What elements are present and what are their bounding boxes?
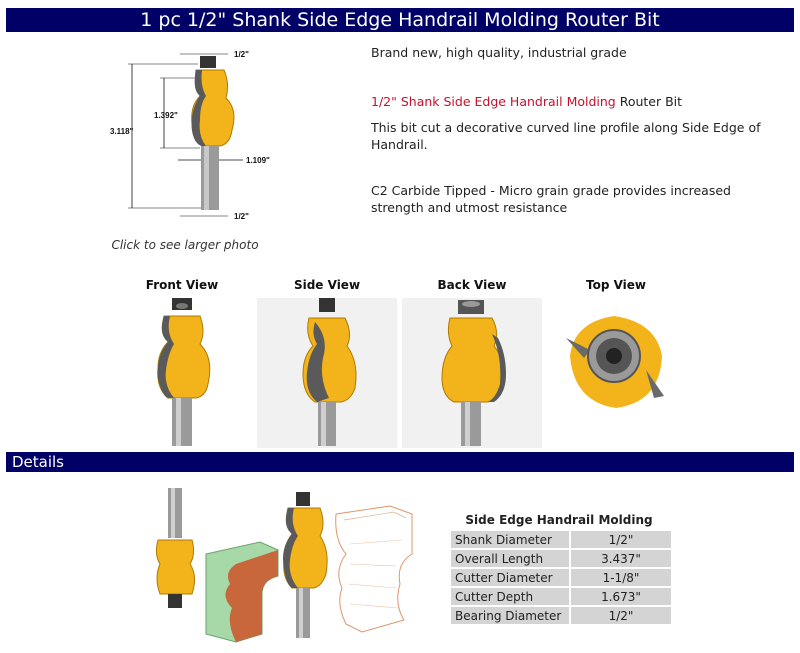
page-title: 1 pc 1/2" Shank Side Edge Handrail Molding Router Bit [6, 8, 794, 32]
desc-product-line [371, 93, 771, 110]
spec-name: Cutter Diameter [451, 569, 569, 586]
table-row [451, 550, 671, 567]
top-view[interactable] [564, 278, 668, 418]
spec-value: 1/2" [571, 607, 671, 624]
top-view-photo[interactable] [564, 298, 668, 418]
back-view[interactable] [402, 278, 542, 448]
dim-height-label: 1.392" [154, 111, 178, 120]
spec-table-title: Side Edge Handrail Molding [465, 513, 653, 527]
front-view-photo[interactable] [134, 298, 230, 446]
table-row [451, 607, 671, 624]
table-row [451, 588, 671, 605]
desc-product-highlight: 1/2" Shank Side Edge Handrail Molding [371, 94, 616, 109]
desc-profile: This bit cut a decorative curved line profile along Side Edge of Handrail. [371, 120, 761, 152]
side-view[interactable] [257, 278, 397, 448]
front-view[interactable] [134, 278, 230, 446]
table-row [451, 531, 671, 548]
dim-cut-label: 1.109" [246, 156, 270, 165]
side-view-photo[interactable] [257, 298, 397, 448]
table-row [451, 569, 671, 586]
spec-name: Overall Length [451, 550, 569, 567]
spec-value: 3.437" [571, 550, 671, 567]
dim-overall-label: 3.118" [110, 127, 134, 136]
front-view-label: Front View [145, 278, 219, 292]
top-view-label: Top View [585, 278, 647, 292]
back-view-label: Back View [437, 278, 507, 292]
spec-value: 1/2" [571, 531, 671, 548]
dim-top-label: 1/2" [234, 50, 249, 59]
desc-product-rest: Router Bit [615, 94, 683, 109]
spec-table [449, 529, 673, 626]
back-view-photo[interactable] [402, 298, 542, 448]
spec-value: 1.673" [571, 588, 671, 605]
dim-bottom-label: 1/2" [234, 212, 249, 221]
details-illustration [150, 484, 450, 644]
desc-carbide: C2 Carbide Tipped - Micro grain grade provides increased strength and utmost resistance [371, 183, 731, 215]
details-header: Details [6, 452, 794, 472]
spec-name: Shank Diameter [451, 531, 569, 548]
side-view-label: Side View [293, 278, 361, 292]
hero-caption[interactable]: Click to see larger photo [111, 238, 259, 252]
spec-value: 1-1/8" [571, 569, 671, 586]
desc-quality: Brand new, high quality, industrial grade [371, 45, 627, 60]
hero-photo[interactable] [108, 40, 284, 230]
spec-name: Cutter Depth [451, 588, 569, 605]
spec-name: Bearing Diameter [451, 607, 569, 624]
